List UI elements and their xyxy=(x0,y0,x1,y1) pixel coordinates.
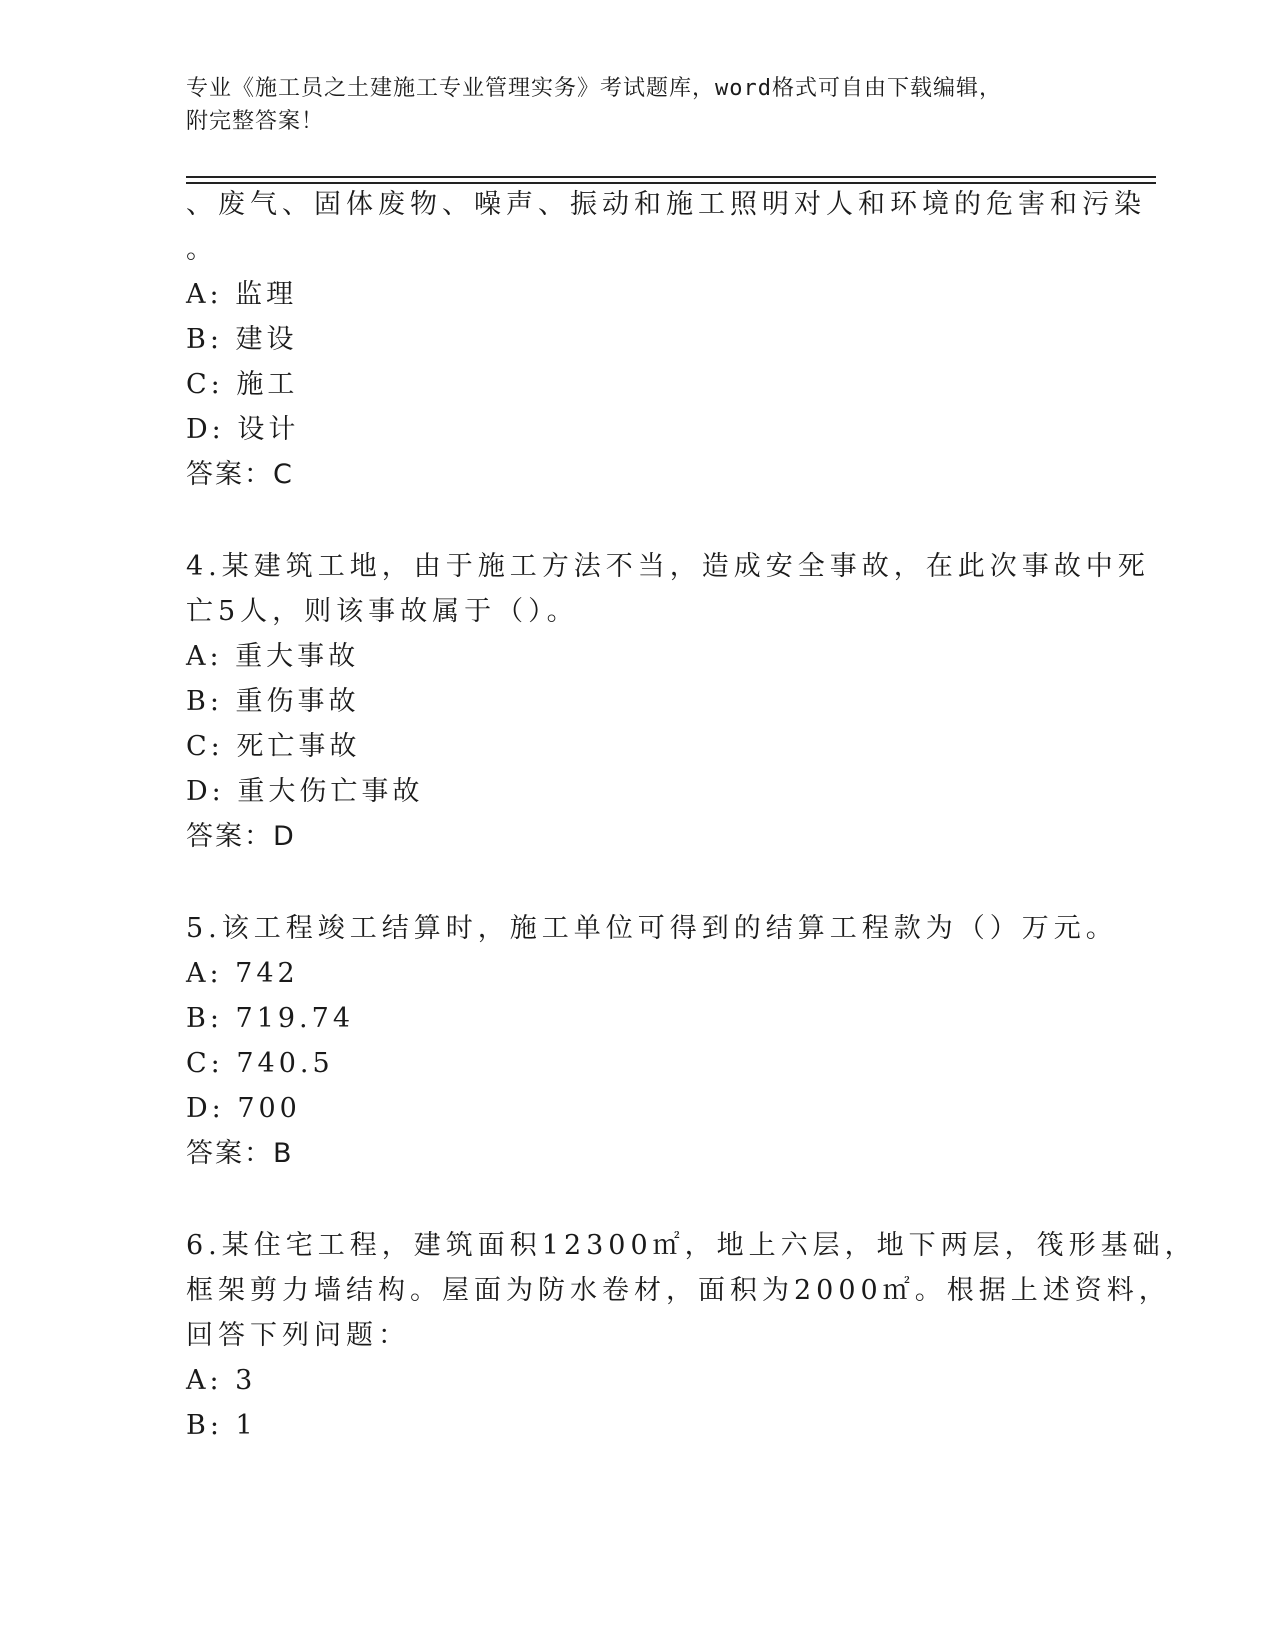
question-5-answer: 答案：B xyxy=(186,1138,294,1169)
header-title-line1: 专业《施工员之土建施工专业管理实务》考试题库，word格式可自由下载编辑， xyxy=(186,76,1002,101)
document-header xyxy=(186,72,1086,138)
question-6-text-line1: 6.某住宅工程，建筑面积12300㎡，地上六层，地下两层，筏形基础， xyxy=(186,1230,1197,1261)
question-4-option-b: B: 重伤事故 xyxy=(186,686,360,717)
question-4-option-a: A: 重大事故 xyxy=(186,641,360,672)
question-3-answer: 答案：C xyxy=(186,459,294,490)
question-4-answer: 答案：D xyxy=(186,821,296,852)
question-3-text-line2: 。 xyxy=(186,234,218,265)
question-6-option-a: A: 3 xyxy=(186,1365,257,1396)
header-divider-top xyxy=(186,176,1156,178)
question-6-text-line2: 框架剪力墙结构。屋面为防水卷材，面积为2000㎡。根据上述资料， xyxy=(186,1275,1171,1306)
question-3-text-line1: 、废气、固体废物、噪声、振动和施工照明对人和环境的危害和污染 xyxy=(186,189,1146,220)
question-6-option-b: B: 1 xyxy=(186,1410,257,1441)
question-5-text-line1: 5.该工程竣工结算时，施工单位可得到的结算工程款为（）万元。 xyxy=(186,913,1118,944)
question-4-option-c: C: 死亡事故 xyxy=(186,731,361,762)
question-5-option-b: B: 719.74 xyxy=(186,1003,354,1034)
question-4-text-line2: 亡5人，则该事故属于（）。 xyxy=(186,596,579,627)
question-5-option-a: A: 742 xyxy=(186,958,299,989)
question-5-option-d: D: 700 xyxy=(186,1093,301,1124)
question-3-option-b: B: 建设 xyxy=(186,324,298,355)
question-3-option-c: C: 施工 xyxy=(186,369,299,400)
question-3-option-a: A: 监理 xyxy=(186,279,298,310)
header-divider-bottom xyxy=(186,182,1156,184)
question-4-text-line1: 4.某建筑工地，由于施工方法不当，造成安全事故，在此次事故中死 xyxy=(186,551,1150,582)
question-3-option-d: D: 设计 xyxy=(186,414,300,445)
question-5-option-c: C: 740.5 xyxy=(186,1048,334,1079)
question-4-option-d: D: 重大伤亡事故 xyxy=(186,776,424,807)
question-6-text-line3: 回答下列问题： xyxy=(186,1320,410,1351)
header-title-line2: 附完整答案！ xyxy=(186,109,325,134)
